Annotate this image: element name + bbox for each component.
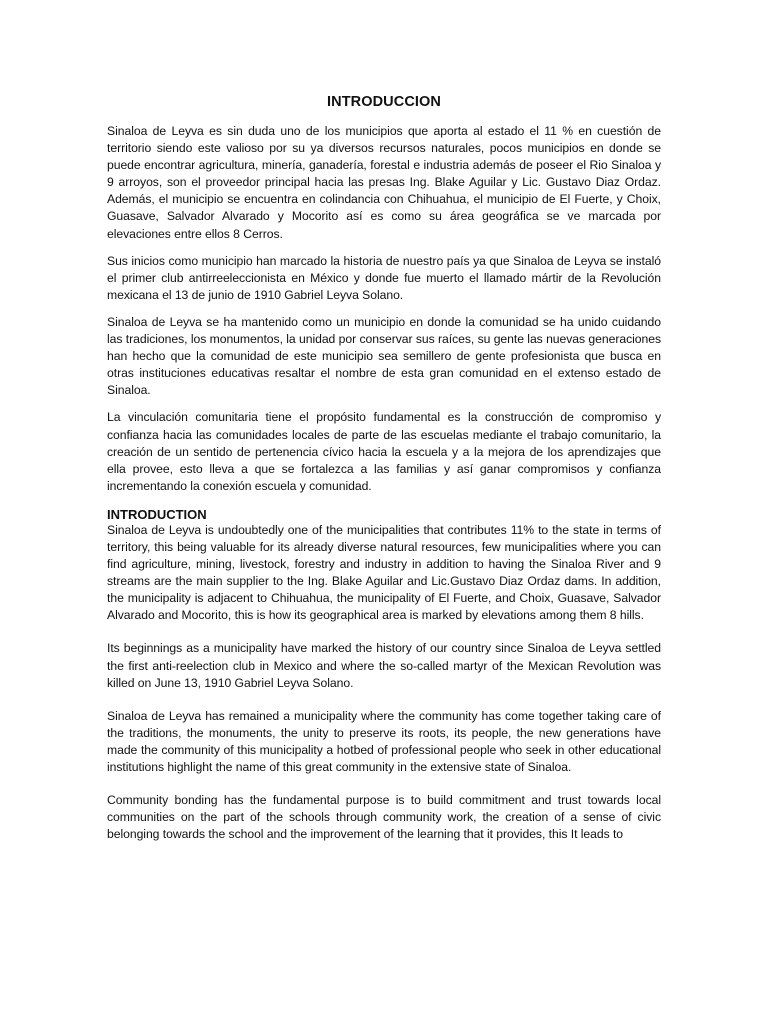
spanish-paragraph-1: Sinaloa de Leyva es sin duda uno de los municipios que aporta al estado el 11 % en cuestión de territorio siendo este valioso por su ya diversos recursos naturales, pocos municipios en donde se puede encontrar agricultura, minería, ganadería, forestal e industria además de poseer el Rio Sinaloa y 9 arroyos, son el proveedor principal hacia las presas Ing. Blake Aguilar y Lic. Gustavo Diaz Ordaz. Además, el municipio se encuentra en colindancia con Chihuahua, el municipio de El Fuerte, y Choix, Guasave, Salvador Alvarado y Mocorito así es como su área geográfica se ve marcada por elevaciones entre ellos 8 Cerros. <box>107 124 661 241</box>
spanish-title: INTRODUCCION <box>327 94 441 110</box>
document-body <box>107 93 661 859</box>
spanish-paragraph-2: Sus inicios como municipio han marcado la historia de nuestro país ya que Sinaloa de Leyva se instaló el primer club antirreeleccionista en México y donde fue muerto el llamado mártir de la Revolución mexicana el 13 de junio de 1910 Gabriel Leyva Solano. <box>107 253 661 302</box>
english-paragraph-4: Community bonding has the fundamental purpose is to build commitment and trust towards local communities on the part of the schools through community work, the creation of a sense of civic belonging towards the school and the improvement of the learning that it provides, this It leads to <box>107 793 661 842</box>
english-paragraph-1: Sinaloa de Leyva is undoubtedly one of the municipalities that contributes 11% to the state in terms of territory, this being valuable for its already diverse natural resources, few municipalities where you can find agriculture, mining, livestock, forestry and industry in addition to having the Sinaloa River and 9 streams are the main supplier to the Ing. Blake Aguilar and Lic.Gustavo Diaz Ordaz dams. In addition, the municipality is adjacent to Chihuahua, the municipality of El Fuerte, and Choix, Guasave, Salvador Alvarado and Mocorito, this is how its geographical area is marked by elevations among them 8 hills. <box>107 522 661 623</box>
spanish-paragraph-4: La vinculación comunitaria tiene el propósito fundamental es la construcción de compromiso y confianza hacia las comunidades locales de parte de las escuelas mediante el trabajo comunitario, la creación de un sentido de pertenencia cívico hacia la escuela y a la mejora de los aprendizajes que ella provee, esto lleva a que se fortalezca a las familias y así ganar compromisos y confianza incrementando la conexión escuela y comunidad. <box>107 410 661 493</box>
spanish-paragraph-3: Sinaloa de Leyva se ha mantenido como un municipio en donde la comunidad se ha unido cuidando las tradiciones, los monumentos, la unidad por conservar sus raíces, su gente las nuevas generaciones han hecho que la comunidad de este municipio sea semillero de gente profesionista que busca en otras instituciones educativas resaltar el nombre de esta gran comunidad en el extenso estado de Sinaloa. <box>107 314 661 398</box>
english-paragraph-3: Sinaloa de Leyva has remained a municipality where the community has come together taking care of the traditions, the monuments, the unity to preserve its roots, its people, the new generations have made the community of this municipality a hotbed of professional people who seek in other educational institutions highlight the name of this great community in the extensive state of Sinaloa. <box>107 708 661 774</box>
english-title: INTRODUCTION <box>107 506 207 522</box>
english-paragraph-2: Its beginnings as a municipality have marked the history of our country since Sinaloa de Leyva settled the first anti-reelection club in Mexico and where the so-called martyr of the Mexican Revolution was killed on June 13, 1910 Gabriel Leyva Solano. <box>107 641 661 690</box>
